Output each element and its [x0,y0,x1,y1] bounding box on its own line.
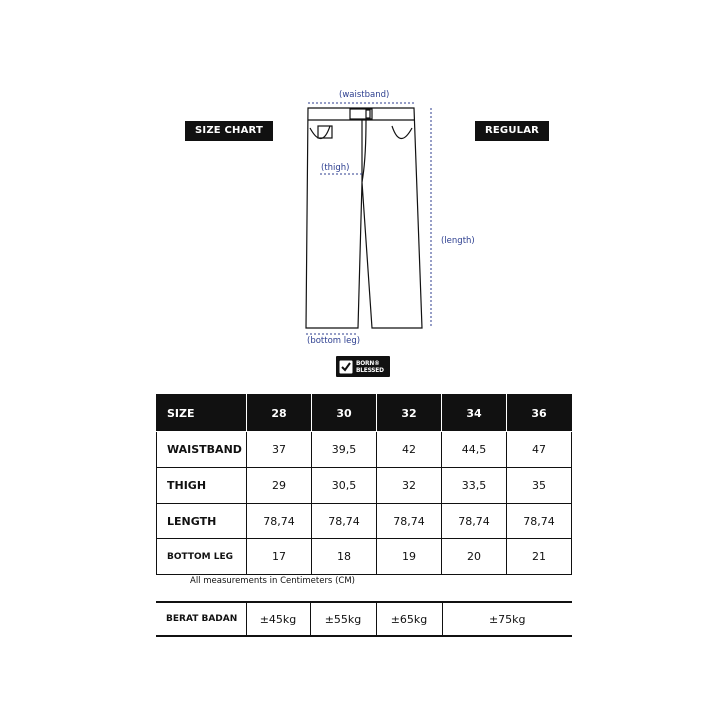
table-cell: 30,5 [312,468,377,504]
table-row [157,504,572,539]
table-cell: 39,5 [312,432,377,468]
header-cell: SIZE [157,395,247,432]
weight-table [156,601,572,637]
table-cell: 44,5 [442,432,507,468]
table-cell: 32 [377,468,442,504]
table-cell: 78,74 [507,504,572,539]
table-row [156,602,572,636]
table-row [157,539,572,575]
measurement-note: All measurements in Centimeters (CM) [190,576,355,586]
checkmark-icon [339,360,353,374]
table-cell: 35 [507,468,572,504]
pants-outline-icon [306,108,422,328]
table-cell: 17 [247,539,312,575]
table-cell: 78,74 [312,504,377,539]
size-chart-tag: SIZE CHART [185,121,273,141]
header-cell: 30 [312,395,377,432]
length-label: (length) [441,236,475,246]
size-table [156,394,572,575]
table-cell: 37 [247,432,312,468]
table-cell: 47 [507,432,572,468]
table-cell: 33,5 [442,468,507,504]
table-cell: 78,74 [442,504,507,539]
header-cell: 36 [507,395,572,432]
table-cell: 29 [247,468,312,504]
table-cell: 20 [442,539,507,575]
header-cell: 28 [247,395,312,432]
thigh-label: (thigh) [321,163,350,173]
row-label: THIGH [157,468,247,504]
table-cell: 78,74 [247,504,312,539]
table-cell: 42 [377,432,442,468]
table-cell: ±75kg [442,602,572,636]
table-cell: ±45kg [246,602,310,636]
table-header-row [157,395,572,432]
header-cell: 32 [377,395,442,432]
table-cell: 18 [312,539,377,575]
table-row [157,468,572,504]
table-row [157,432,572,468]
header-cell: 34 [442,395,507,432]
waistband-label: (waistband) [339,90,390,100]
fit-type-tag: REGULAR [475,121,549,141]
table-cell: ±65kg [376,602,442,636]
table-cell: 21 [507,539,572,575]
row-label: WAISTBAND [157,432,247,468]
row-label: BERAT BADAN [156,602,246,636]
table-cell: 78,74 [377,504,442,539]
table-cell: 19 [377,539,442,575]
logo-text: BORN® BLESSED [356,358,384,374]
pants-diagram [290,90,450,340]
row-label: BOTTOM LEG [157,539,247,575]
bottom-leg-label: (bottom leg) [307,336,361,346]
row-label: LENGTH [157,504,247,539]
table-cell: ±55kg [310,602,376,636]
brand-logo [336,356,390,377]
